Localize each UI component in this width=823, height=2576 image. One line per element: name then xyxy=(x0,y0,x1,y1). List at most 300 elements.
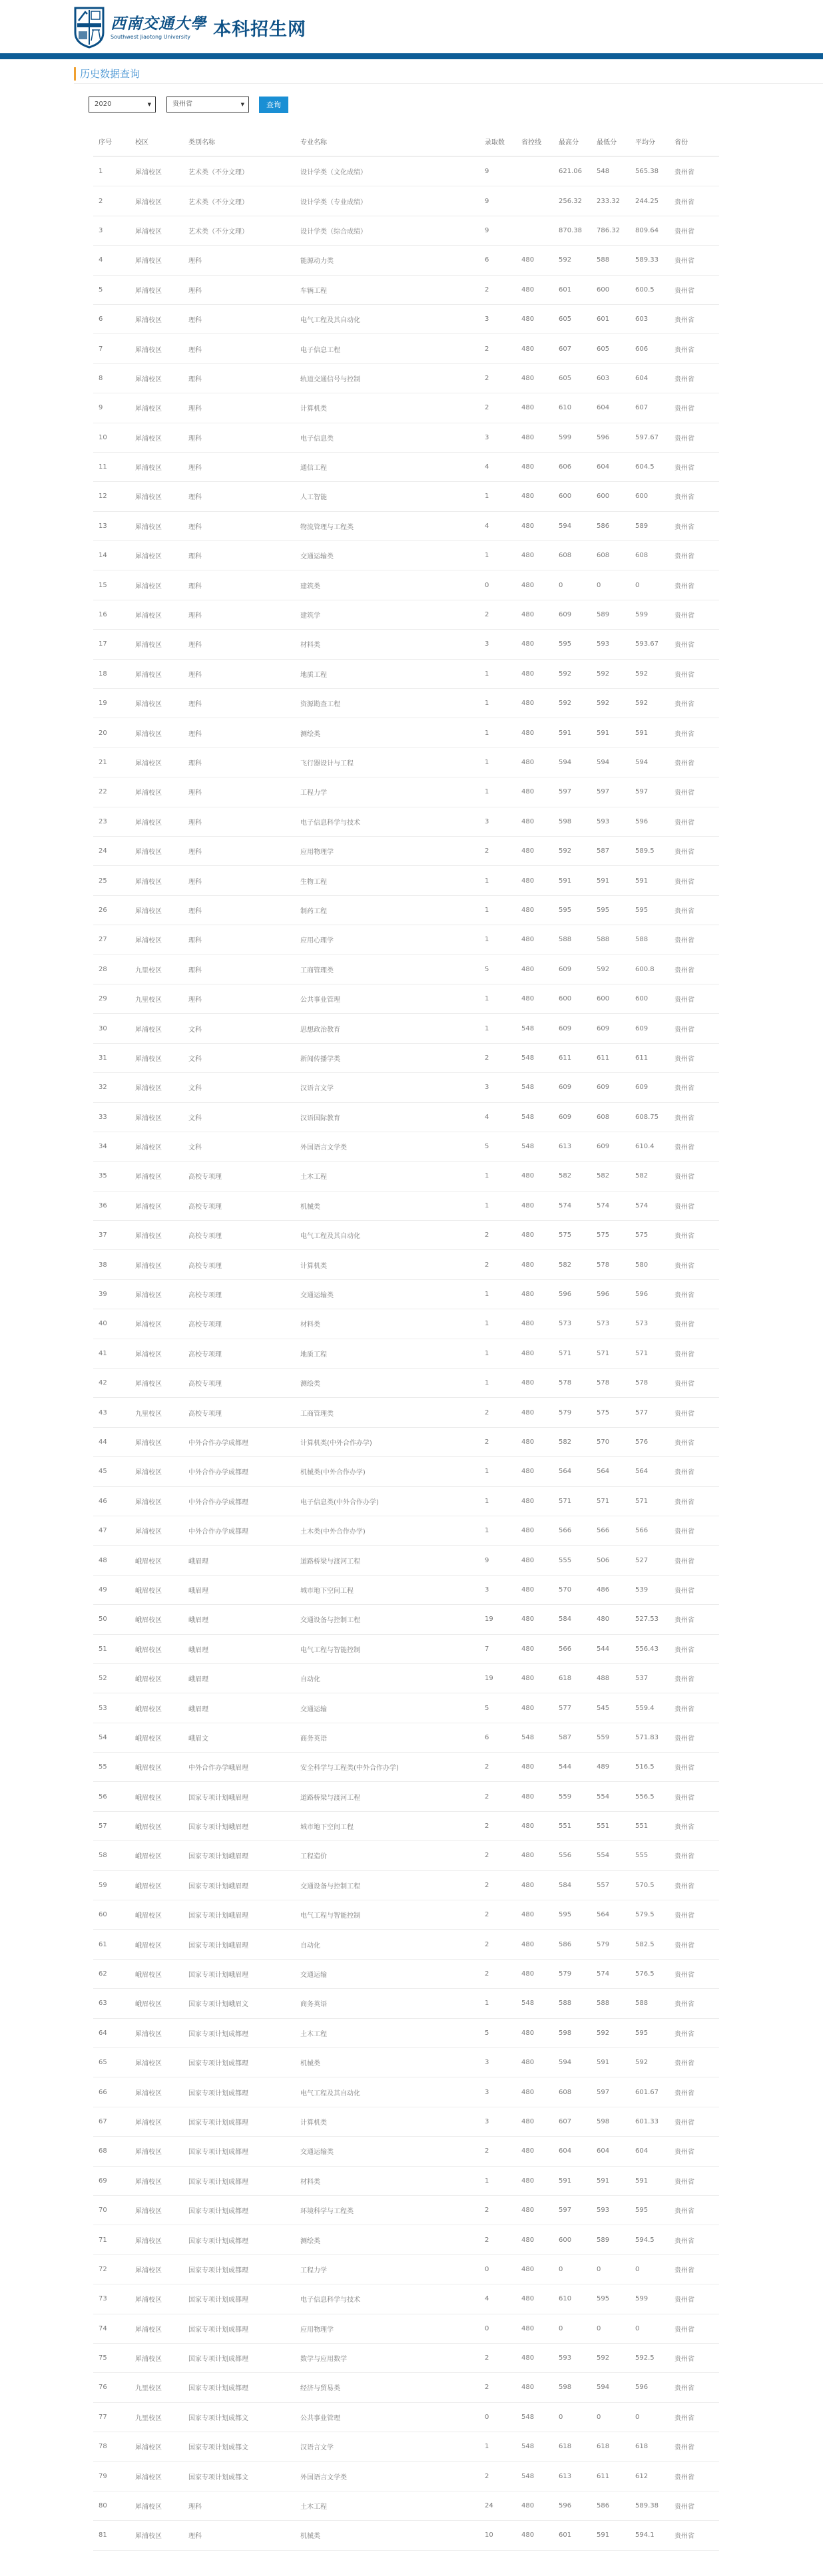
cell-avg-score: 588 xyxy=(630,1989,669,2018)
table-row xyxy=(93,1043,719,1072)
table-row xyxy=(93,156,719,186)
cell-min-score: 591 xyxy=(591,2521,630,2550)
cell-seq: 37 xyxy=(93,1221,130,1250)
cell-campus: 犀浦校区 xyxy=(130,2137,183,2166)
cell-control-line: 480 xyxy=(516,2195,553,2225)
cell-admitted: 9 xyxy=(479,186,516,216)
cell-admitted: 2 xyxy=(479,1959,516,1988)
cell-category: 国家专项计划峨眉文 xyxy=(183,1989,295,2018)
cell-major: 机械类(中外合作办学) xyxy=(295,1457,479,1486)
cell-avg-score: 606 xyxy=(630,334,669,363)
cell-province: 贵州省 xyxy=(669,1723,719,1752)
cell-admitted: 0 xyxy=(479,2402,516,2432)
cell-min-score: 595 xyxy=(591,895,630,925)
cell-avg-score: 589.33 xyxy=(630,246,669,275)
cell-avg-score: 555 xyxy=(630,1841,669,1870)
cell-category: 国家专项计划成都文 xyxy=(183,2402,295,2432)
cell-major: 轨道交通信号与控制 xyxy=(295,363,479,393)
cell-avg-score: 604 xyxy=(630,363,669,393)
cell-campus: 犀浦校区 xyxy=(130,689,183,718)
cell-max-score: 559 xyxy=(553,1782,591,1811)
cell-control-line: 480 xyxy=(516,689,553,718)
cell-max-score: 597 xyxy=(553,777,591,807)
cell-major: 公共事业管理 xyxy=(295,2402,479,2432)
cell-control-line: 480 xyxy=(516,955,553,984)
cell-control-line: 480 xyxy=(516,275,553,304)
cell-max-score: 582 xyxy=(553,1427,591,1456)
cell-max-score: 579 xyxy=(553,1959,591,1988)
cell-seq: 53 xyxy=(93,1693,130,1723)
cell-avg-score: 589.5 xyxy=(630,836,669,865)
cell-seq: 81 xyxy=(93,2521,130,2550)
cell-avg-score: 556.43 xyxy=(630,1634,669,1663)
cell-category: 理科 xyxy=(183,2491,295,2520)
cell-min-score: 594 xyxy=(591,748,630,777)
cell-seq: 3 xyxy=(93,216,130,245)
cell-min-score: 554 xyxy=(591,1841,630,1870)
cell-category: 理科 xyxy=(183,334,295,363)
cell-province: 贵州省 xyxy=(669,1279,719,1309)
table-row xyxy=(93,2166,719,2195)
cell-province: 贵州省 xyxy=(669,1930,719,1959)
year-select[interactable] xyxy=(89,97,156,112)
cell-province: 贵州省 xyxy=(669,1191,719,1220)
cell-min-score: 609 xyxy=(591,1073,630,1102)
cell-seq: 21 xyxy=(93,748,130,777)
cell-category: 国家专项计划成都理 xyxy=(183,2314,295,2343)
table-row xyxy=(93,1486,719,1516)
cell-min-score: 544 xyxy=(591,1634,630,1663)
cell-min-score: 589 xyxy=(591,600,630,629)
cell-seq: 4 xyxy=(93,246,130,275)
cell-avg-score: 809.64 xyxy=(630,216,669,245)
cell-admitted: 3 xyxy=(479,807,516,836)
cell-seq: 8 xyxy=(93,363,130,393)
table-row xyxy=(93,304,719,333)
cell-seq: 10 xyxy=(93,423,130,452)
cell-major: 建筑类 xyxy=(295,570,479,600)
cell-category: 理科 xyxy=(183,659,295,688)
cell-admitted: 3 xyxy=(479,1575,516,1604)
cell-admitted: 5 xyxy=(479,1132,516,1161)
cell-control-line: 548 xyxy=(516,2432,553,2462)
cell-major: 交通运输 xyxy=(295,1693,479,1723)
cell-admitted: 0 xyxy=(479,570,516,600)
cell-seq: 57 xyxy=(93,1811,130,1840)
cell-max-score: 594 xyxy=(553,511,591,540)
table-row xyxy=(93,1575,719,1604)
cell-province: 贵州省 xyxy=(669,2314,719,2343)
cell-campus: 峨眉校区 xyxy=(130,1605,183,1634)
cell-max-score: 594 xyxy=(553,748,591,777)
cell-avg-score: 610.4 xyxy=(630,1132,669,1161)
cell-category: 中外合作办学峨眉理 xyxy=(183,1753,295,1782)
cell-max-score: 582 xyxy=(553,1250,591,1279)
cell-max-score: 870.38 xyxy=(553,216,591,245)
cell-campus: 峨眉校区 xyxy=(130,1782,183,1811)
cell-category: 理科 xyxy=(183,748,295,777)
cell-admitted: 2 xyxy=(479,1398,516,1427)
cell-province: 贵州省 xyxy=(669,2107,719,2136)
cell-category: 理科 xyxy=(183,718,295,748)
table-row xyxy=(93,1989,719,2018)
cell-province: 贵州省 xyxy=(669,1989,719,2018)
cell-avg-score: 576 xyxy=(630,1427,669,1456)
cell-campus: 犀浦校区 xyxy=(130,2166,183,2195)
table-row xyxy=(93,777,719,807)
cell-province: 贵州省 xyxy=(669,895,719,925)
cell-control-line: 480 xyxy=(516,1841,553,1870)
cell-min-score: 589 xyxy=(591,2225,630,2254)
cell-province: 贵州省 xyxy=(669,836,719,865)
cell-major: 工商管理类 xyxy=(295,955,479,984)
cell-province: 贵州省 xyxy=(669,2462,719,2491)
table-row xyxy=(93,1870,719,1900)
cell-min-score: 597 xyxy=(591,777,630,807)
cell-seq: 29 xyxy=(93,984,130,1013)
cell-admitted: 1 xyxy=(479,1162,516,1191)
table-row xyxy=(93,836,719,865)
cell-max-score: 605 xyxy=(553,363,591,393)
table-row xyxy=(93,1723,719,1752)
cell-category: 理科 xyxy=(183,689,295,718)
cell-avg-score: 0 xyxy=(630,2314,669,2343)
table-row xyxy=(93,1930,719,1959)
table-row xyxy=(93,1811,719,1840)
cell-admitted: 2 xyxy=(479,334,516,363)
query-button[interactable]: 查询 xyxy=(259,97,288,113)
table-row xyxy=(93,1693,719,1723)
cell-control-line: 480 xyxy=(516,925,553,955)
cell-avg-score: 589 xyxy=(630,511,669,540)
cell-max-score: 592 xyxy=(553,836,591,865)
cell-admitted: 2 xyxy=(479,1811,516,1840)
cell-province: 贵州省 xyxy=(669,1900,719,1930)
cell-max-score: 582 xyxy=(553,1162,591,1191)
cell-province: 贵州省 xyxy=(669,718,719,748)
cell-admitted: 1 xyxy=(479,1486,516,1516)
cell-province: 贵州省 xyxy=(669,2521,719,2550)
cell-seq: 51 xyxy=(93,1634,130,1663)
cell-campus: 犀浦校区 xyxy=(130,925,183,955)
cell-major: 飞行器设计与工程 xyxy=(295,748,479,777)
cell-admitted: 2 xyxy=(479,363,516,393)
column-header-admitted: 录取数 xyxy=(479,126,516,156)
cell-province: 贵州省 xyxy=(669,1811,719,1840)
cell-major: 电气工程与智能控制 xyxy=(295,1634,479,1663)
cell-category: 国家专项计划峨眉理 xyxy=(183,1870,295,1900)
cell-province: 贵州省 xyxy=(669,1753,719,1782)
cell-min-score: 564 xyxy=(591,1457,630,1486)
cell-campus: 犀浦校区 xyxy=(130,836,183,865)
cell-max-score: 570 xyxy=(553,1575,591,1604)
cell-campus: 犀浦校区 xyxy=(130,2018,183,2047)
cell-admitted: 6 xyxy=(479,1723,516,1752)
cell-seq: 42 xyxy=(93,1369,130,1398)
cell-admitted: 1 xyxy=(479,1516,516,1545)
cell-min-score: 611 xyxy=(591,2462,630,2491)
table-row xyxy=(93,807,719,836)
cell-admitted: 2 xyxy=(479,1841,516,1870)
university-name-cn: 西南交通大學 xyxy=(111,15,206,33)
cell-category: 国家专项计划成都理 xyxy=(183,2284,295,2314)
cell-max-score: 555 xyxy=(553,1546,591,1575)
cell-control-line: 480 xyxy=(516,423,553,452)
cell-campus: 峨眉校区 xyxy=(130,1693,183,1723)
cell-seq: 12 xyxy=(93,482,130,511)
table-row xyxy=(93,541,719,570)
cell-seq: 69 xyxy=(93,2166,130,2195)
cell-seq: 5 xyxy=(93,275,130,304)
cell-category: 理科 xyxy=(183,304,295,333)
province-select[interactable] xyxy=(166,97,249,112)
cell-seq: 45 xyxy=(93,1457,130,1486)
cell-province: 贵州省 xyxy=(669,541,719,570)
cell-major: 电子信息工程 xyxy=(295,334,479,363)
cell-avg-score: 575 xyxy=(630,1221,669,1250)
cell-max-score: 610 xyxy=(553,393,591,423)
cell-admitted: 2 xyxy=(479,2462,516,2491)
table-row xyxy=(93,718,719,748)
cell-major: 电气工程及其自动化 xyxy=(295,2077,479,2107)
cell-max-score: 573 xyxy=(553,1309,591,1339)
cell-max-score: 566 xyxy=(553,1516,591,1545)
cell-campus: 犀浦校区 xyxy=(130,2314,183,2343)
cell-major: 计算机类 xyxy=(295,1250,479,1279)
cell-admitted: 0 xyxy=(479,2254,516,2284)
cell-control-line: 480 xyxy=(516,777,553,807)
cell-control-line: 480 xyxy=(516,2166,553,2195)
cell-max-score: 621.06 xyxy=(553,156,591,186)
cell-major: 设计学类（综合成绩） xyxy=(295,216,479,245)
cell-min-score: 588 xyxy=(591,246,630,275)
cell-seq: 68 xyxy=(93,2137,130,2166)
table-row xyxy=(93,246,719,275)
cell-min-score: 593 xyxy=(591,2195,630,2225)
cell-category: 国家专项计划峨眉理 xyxy=(183,1959,295,1988)
cell-control-line: 480 xyxy=(516,895,553,925)
cell-min-score: 566 xyxy=(591,1516,630,1545)
cell-admitted: 1 xyxy=(479,1457,516,1486)
cell-avg-score: 588 xyxy=(630,925,669,955)
cell-admitted: 10 xyxy=(479,2521,516,2550)
cell-max-score: 609 xyxy=(553,955,591,984)
column-header-seq: 序号 xyxy=(93,126,130,156)
cell-admitted: 7 xyxy=(479,1634,516,1663)
cell-control-line: 480 xyxy=(516,1693,553,1723)
cell-avg-score: 566 xyxy=(630,1516,669,1545)
cell-max-score: 613 xyxy=(553,2462,591,2491)
cell-admitted: 2 xyxy=(479,275,516,304)
table-row xyxy=(93,1191,719,1220)
cell-seq: 46 xyxy=(93,1486,130,1516)
column-header-avg-score: 平均分 xyxy=(630,126,669,156)
cell-campus: 犀浦校区 xyxy=(130,1486,183,1516)
cell-max-score: 598 xyxy=(553,2373,591,2402)
cell-seq: 61 xyxy=(93,1930,130,1959)
cell-campus: 犀浦校区 xyxy=(130,718,183,748)
cell-seq: 40 xyxy=(93,1309,130,1339)
cell-province: 贵州省 xyxy=(669,1132,719,1161)
cell-control-line: 480 xyxy=(516,2018,553,2047)
cell-major: 环境科学与工程类 xyxy=(295,2195,479,2225)
cell-major: 商务英语 xyxy=(295,1723,479,1752)
cell-category: 文科 xyxy=(183,1043,295,1072)
cell-min-score: 571 xyxy=(591,1486,630,1516)
cell-max-score: 587 xyxy=(553,1723,591,1752)
cell-control-line: 480 xyxy=(516,2521,553,2550)
cell-control-line: 548 xyxy=(516,1073,553,1102)
cell-province: 贵州省 xyxy=(669,807,719,836)
province-select-value: 贵州省 xyxy=(172,101,192,108)
cell-admitted: 19 xyxy=(479,1663,516,1693)
cell-province: 贵州省 xyxy=(669,1693,719,1723)
cell-province: 贵州省 xyxy=(669,1663,719,1693)
cell-admitted: 2 xyxy=(479,2137,516,2166)
cell-avg-score: 608.75 xyxy=(630,1102,669,1132)
cell-category: 国家专项计划峨眉理 xyxy=(183,1930,295,1959)
cell-major: 计算机类 xyxy=(295,2107,479,2136)
cell-seq: 11 xyxy=(93,452,130,481)
cell-admitted: 3 xyxy=(479,423,516,452)
cell-avg-score: 578 xyxy=(630,1369,669,1398)
table-row xyxy=(93,186,719,216)
table-row xyxy=(93,1841,719,1870)
cell-category: 理科 xyxy=(183,777,295,807)
cell-province: 贵州省 xyxy=(669,1369,719,1398)
cell-max-score: 595 xyxy=(553,895,591,925)
cell-seq: 74 xyxy=(93,2314,130,2343)
cell-major: 汉语言文学 xyxy=(295,2432,479,2462)
cell-category: 理科 xyxy=(183,807,295,836)
cell-campus: 九里校区 xyxy=(130,1398,183,1427)
table-row xyxy=(93,1900,719,1930)
cell-seq: 18 xyxy=(93,659,130,688)
cell-campus: 犀浦校区 xyxy=(130,304,183,333)
cell-admitted: 2 xyxy=(479,1043,516,1072)
cell-major: 应用物理学 xyxy=(295,2314,479,2343)
cell-major: 汉语国际教育 xyxy=(295,1102,479,1132)
cell-min-score: 588 xyxy=(591,925,630,955)
table-row xyxy=(93,1753,719,1782)
cell-category: 国家专项计划成都理 xyxy=(183,2343,295,2372)
cell-control-line: 480 xyxy=(516,2343,553,2372)
cell-category: 理科 xyxy=(183,866,295,895)
cell-seq: 44 xyxy=(93,1427,130,1456)
cell-province: 贵州省 xyxy=(669,2343,719,2372)
cell-province: 贵州省 xyxy=(669,2048,719,2077)
cell-max-score: 609 xyxy=(553,1102,591,1132)
cell-control-line: 480 xyxy=(516,984,553,1013)
cell-control-line: 548 xyxy=(516,1043,553,1072)
cell-province: 贵州省 xyxy=(669,1575,719,1604)
cell-category: 理科 xyxy=(183,895,295,925)
cell-seq: 26 xyxy=(93,895,130,925)
cell-admitted: 1 xyxy=(479,1014,516,1043)
cell-admitted: 3 xyxy=(479,2107,516,2136)
cell-avg-score: 594 xyxy=(630,748,669,777)
cell-category: 理科 xyxy=(183,836,295,865)
cell-min-score: 598 xyxy=(591,2107,630,2136)
cell-campus: 犀浦校区 xyxy=(130,1369,183,1398)
cell-control-line: 480 xyxy=(516,482,553,511)
cell-min-score: 489 xyxy=(591,1753,630,1782)
cell-admitted: 1 xyxy=(479,1279,516,1309)
cell-min-score: 574 xyxy=(591,1191,630,1220)
cell-avg-score: 609 xyxy=(630,1073,669,1102)
cell-major: 计算机类 xyxy=(295,393,479,423)
cell-avg-score: 591 xyxy=(630,2166,669,2195)
cell-province: 贵州省 xyxy=(669,2284,719,2314)
cell-seq: 62 xyxy=(93,1959,130,1988)
cell-control-line: 480 xyxy=(516,1191,553,1220)
cell-major: 测绘类 xyxy=(295,2225,479,2254)
cell-seq: 35 xyxy=(93,1162,130,1191)
cell-max-score: 618 xyxy=(553,2432,591,2462)
cell-campus: 犀浦校区 xyxy=(130,334,183,363)
cell-control-line: 480 xyxy=(516,452,553,481)
cell-campus: 犀浦校区 xyxy=(130,511,183,540)
cell-major: 电气工程与智能控制 xyxy=(295,1900,479,1930)
cell-province: 贵州省 xyxy=(669,1014,719,1043)
site-logo[interactable] xyxy=(73,5,306,49)
cell-max-score: 592 xyxy=(553,689,591,718)
cell-category: 艺术类（不分文理） xyxy=(183,186,295,216)
column-header-province: 省份 xyxy=(669,126,719,156)
cell-major: 土木类(中外合作办学) xyxy=(295,1516,479,1545)
cell-category: 文科 xyxy=(183,1014,295,1043)
cell-min-score: 592 xyxy=(591,659,630,688)
cell-seq: 54 xyxy=(93,1723,130,1752)
table-row xyxy=(93,1782,719,1811)
column-header-major: 专业名称 xyxy=(295,126,479,156)
cell-control-line: 480 xyxy=(516,1516,553,1545)
table-row xyxy=(93,1014,719,1043)
cell-admitted: 1 xyxy=(479,1309,516,1339)
cell-campus: 犀浦校区 xyxy=(130,423,183,452)
cell-admitted: 3 xyxy=(479,630,516,659)
cell-max-score: 566 xyxy=(553,1634,591,1663)
cell-admitted: 1 xyxy=(479,2166,516,2195)
cell-control-line: 480 xyxy=(516,393,553,423)
cell-seq: 59 xyxy=(93,1870,130,1900)
cell-max-score: 606 xyxy=(553,452,591,481)
table-row xyxy=(93,1457,719,1486)
cell-seq: 25 xyxy=(93,866,130,895)
cell-campus: 峨眉校区 xyxy=(130,1841,183,1870)
cell-campus: 犀浦校区 xyxy=(130,600,183,629)
cell-campus: 犀浦校区 xyxy=(130,2077,183,2107)
cell-major: 物流管理与工程类 xyxy=(295,511,479,540)
cell-control-line: 480 xyxy=(516,1279,553,1309)
cell-admitted: 1 xyxy=(479,1989,516,2018)
cell-province: 贵州省 xyxy=(669,1634,719,1663)
cell-max-score: 609 xyxy=(553,1073,591,1102)
cell-min-score: 608 xyxy=(591,1102,630,1132)
cell-min-score: 0 xyxy=(591,570,630,600)
cell-category: 理科 xyxy=(183,363,295,393)
cell-province: 贵州省 xyxy=(669,1250,719,1279)
cell-campus: 犀浦校区 xyxy=(130,659,183,688)
table-row xyxy=(93,1546,719,1575)
cell-avg-score: 573 xyxy=(630,1309,669,1339)
cell-min-score: 0 xyxy=(591,2402,630,2432)
cell-province: 贵州省 xyxy=(669,2432,719,2462)
cell-category: 理科 xyxy=(183,570,295,600)
cell-control-line: 480 xyxy=(516,1162,553,1191)
cell-max-score: 592 xyxy=(553,659,591,688)
cell-campus: 犀浦校区 xyxy=(130,1457,183,1486)
